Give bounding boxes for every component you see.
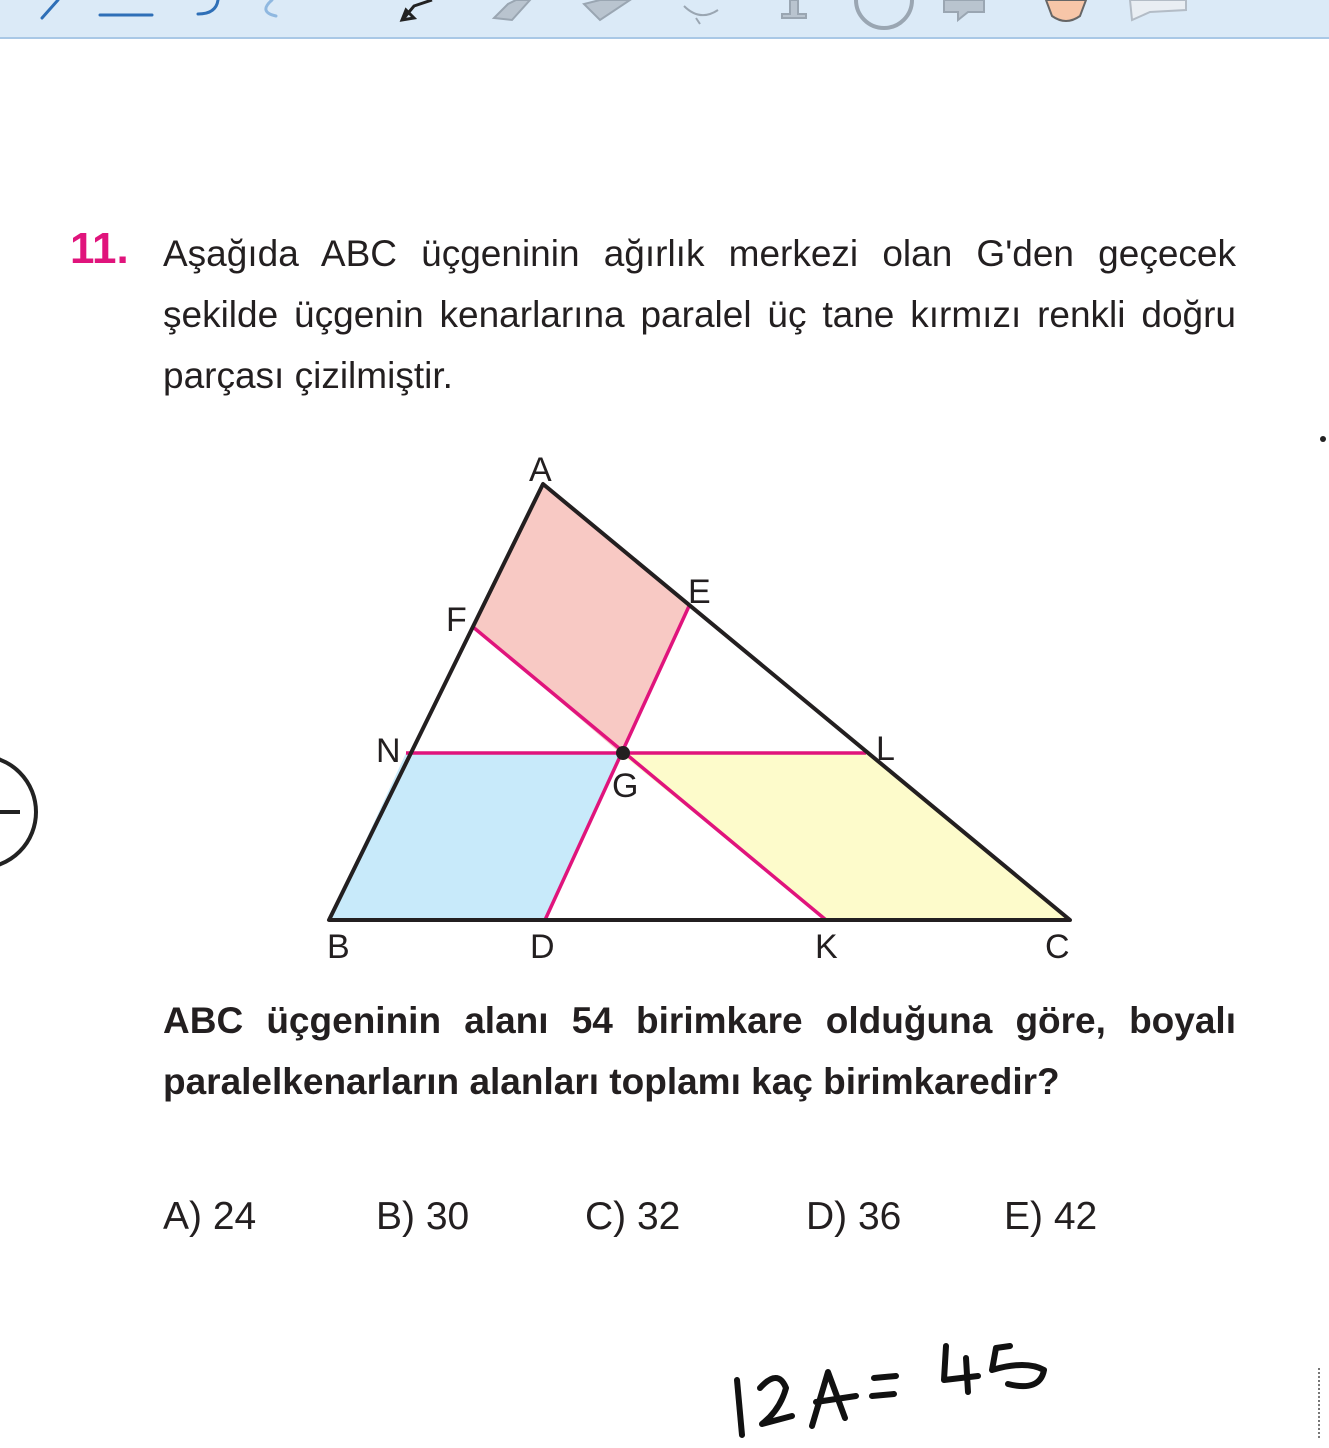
label-b: B (327, 928, 350, 966)
margin-mark (1318, 1368, 1328, 1438)
choice-a[interactable]: A) 24 (163, 1195, 257, 1238)
label-e: E (688, 573, 711, 611)
choice-c[interactable]: C) 32 (585, 1195, 681, 1238)
label-l: L (876, 730, 895, 768)
label-c: C (1045, 928, 1070, 966)
label-n: N (376, 732, 401, 770)
label-k: K (815, 928, 838, 966)
margin-dot (1320, 436, 1326, 442)
label-d: D (530, 928, 555, 966)
label-f: F (446, 601, 467, 639)
question-text: Aşağıda ABC üçgeninin ağırlık merkezi olan G'den geçecek şekilde üçgenin kenarlarına paralel üç tane kırmızı renkli doğru parçası çizilmiştir. (163, 233, 1236, 396)
choice-b[interactable]: B) 30 (376, 1195, 470, 1238)
question-prompt: ABC üçgeninin alanı 54 birimkare olduğuna göre, boyalı paralelkenarların alanları toplamı kaç birimkaredir? (163, 1000, 1236, 1102)
choice-e[interactable]: E) 42 (1004, 1195, 1098, 1238)
question-number: 11. (70, 224, 129, 273)
label-g: G (612, 767, 639, 805)
choice-d[interactable]: D) 36 (806, 1195, 902, 1238)
label-a: A (529, 451, 552, 489)
